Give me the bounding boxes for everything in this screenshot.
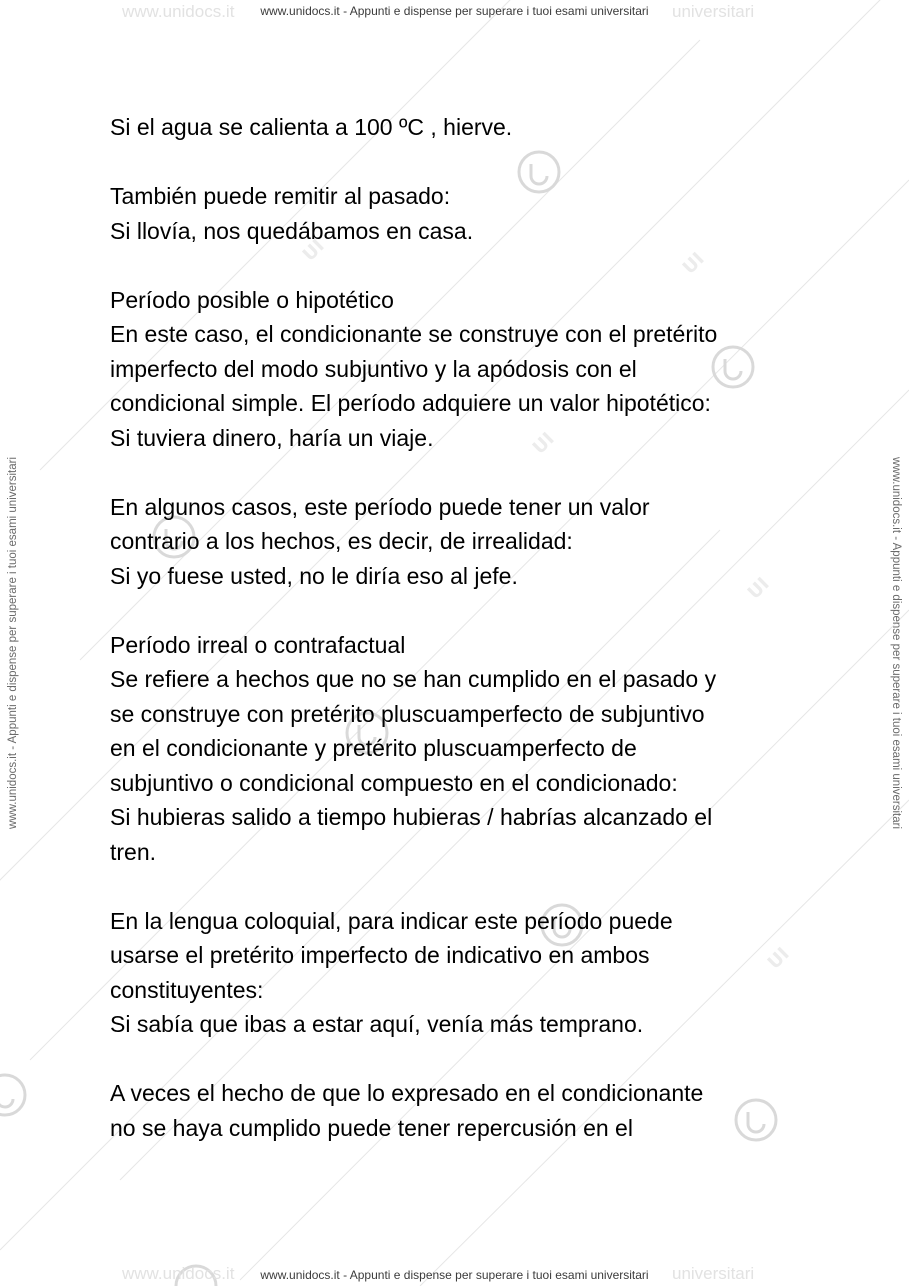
svg-text:UI: UI	[743, 573, 774, 604]
paragraph	[110, 110, 830, 145]
text-line: Si sabía que ibas a estar aquí, venía más temprano.	[110, 1011, 644, 1037]
watermark-footer: www.unidocs.it - Appunti e dispense per superare i tuoi esami universitari	[260, 1268, 649, 1282]
text-line: imperfecto del modo subjuntivo y la apódosis con el	[110, 355, 637, 382]
text-line: Se refiere a hechos que no se han cumplido en el pasado y	[110, 666, 717, 692]
text-line: Si el agua se calienta a 100 ºC , hierve.	[110, 114, 513, 140]
text-line: Período posible o hipotético	[110, 286, 394, 313]
text-line: Si tuviera dinero, haría un viaje.	[110, 424, 434, 451]
text-line: no se haya cumplido puede tener repercusión en el	[110, 1114, 633, 1141]
watermark-ghost-left: www.unidocs.it	[122, 2, 235, 21]
svg-text:UI: UI	[528, 428, 559, 459]
watermark-header: www.unidocs.it - Appunti e dispense per superare i tuoi esami universitari	[260, 4, 649, 18]
text-line: Si yo fuese usted, no le diría eso al jefe.	[110, 562, 518, 589]
watermark-ghost-left-footer: www.unidocs.it	[122, 1264, 235, 1283]
svg-text:UI: UI	[763, 943, 794, 974]
watermark-side-left: www.unidocs.it - Appunti e dispense per superare i tuoi esami universitari	[7, 456, 19, 830]
paragraph	[110, 179, 830, 248]
text-line: En este caso, el condicionante se construye con el pretérito	[110, 321, 718, 347]
watermark-ghost-right: universitari	[672, 2, 755, 21]
paragraph	[110, 283, 830, 456]
text-line: en el condicionante y pretérito pluscuamperfecto de	[110, 735, 637, 761]
text-line: Si hubieras salido a tiempo hubieras / habrías alcanzado el	[110, 804, 713, 830]
text-line: También puede remitir al pasado:	[110, 183, 451, 209]
text-line: se construye con pretérito pluscuamperfecto de subjuntivo	[110, 700, 705, 727]
watermark-ghost-right-footer: universitari	[672, 1264, 755, 1283]
text-line: Si llovía, nos quedábamos en casa.	[110, 217, 474, 244]
text-line: Período irreal o contrafactual	[110, 631, 406, 658]
text-line: usarse el pretérito imperfecto de indicativo en ambos	[110, 942, 650, 968]
text-line: contrario a los hechos, es decir, de irrealidad:	[110, 528, 573, 554]
watermark-side-right: www.unidocs.it - Appunti e dispense per superare i tuoi esami universitari	[890, 456, 902, 830]
text-line: constituyentes:	[110, 976, 264, 1003]
text-line: A veces el hecho de que lo expresado en el condicionante	[110, 1080, 704, 1106]
document-body	[110, 110, 830, 1180]
text-line: En algunos casos, este período puede tener un valor	[110, 493, 650, 520]
paragraph	[110, 1076, 830, 1145]
text-line: En la lengua coloquial, para indicar este período puede	[110, 907, 673, 934]
text-line: subjuntivo o condicional compuesto en el condicionado:	[110, 769, 678, 796]
svg-text:UI: UI	[298, 235, 329, 266]
svg-text:UI: UI	[678, 248, 709, 279]
paragraph	[110, 490, 830, 594]
text-line: tren.	[110, 838, 157, 865]
text-line: condicional simple. El período adquiere un valor hipotético:	[110, 390, 711, 416]
paragraph	[110, 628, 830, 870]
paragraph	[110, 904, 830, 1042]
